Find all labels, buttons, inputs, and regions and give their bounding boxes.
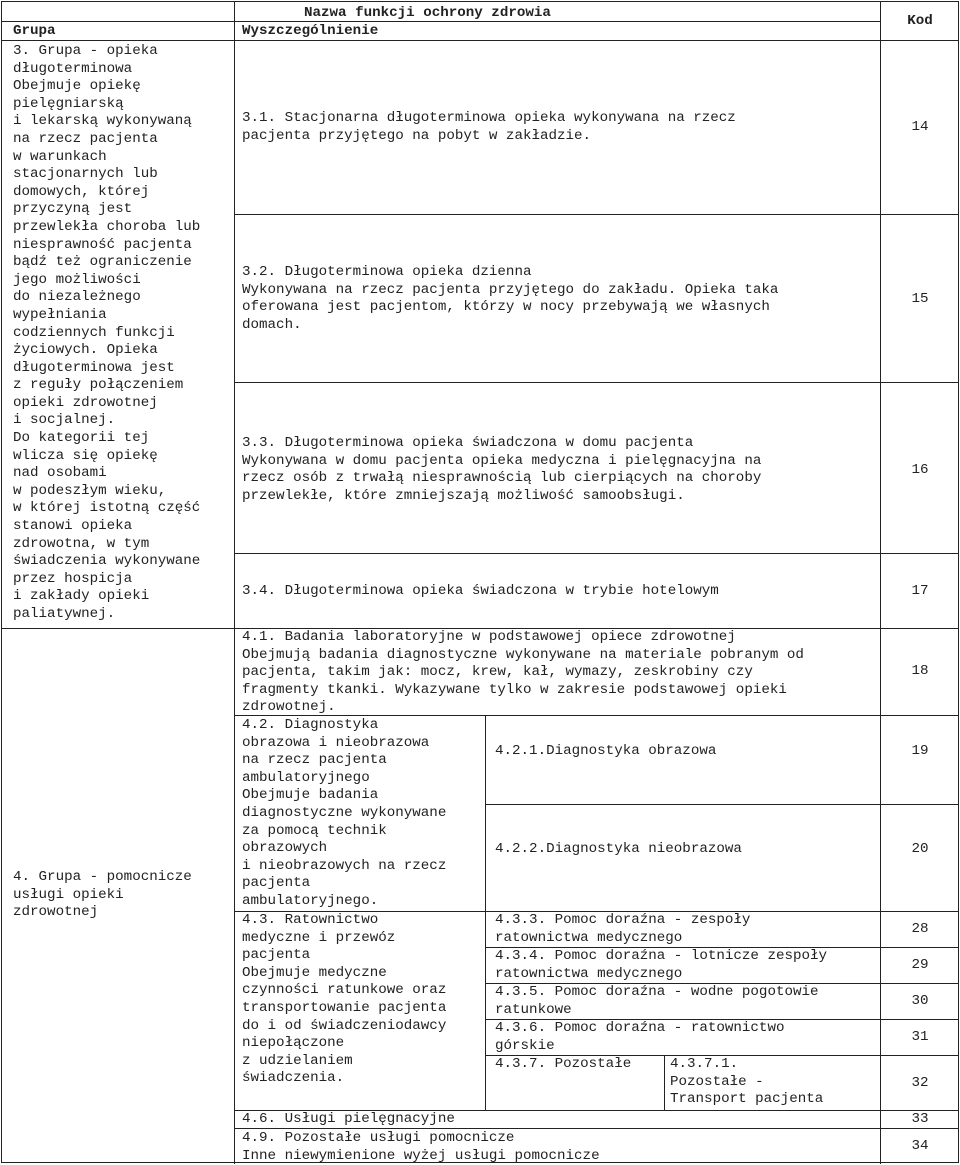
text-line: Wykonywana w domu pacjenta opieka medyczna i pielęgnacyjna na	[242, 452, 762, 469]
group3-line: przez hospicja	[13, 570, 133, 587]
column-divider	[664, 1055, 665, 1110]
row-3-1-text	[242, 110, 736, 145]
text-line: i nieobrazowych na rzecz	[242, 857, 447, 874]
text-line: 3.4. Długoterminowa opieka świadczona w trybie hotelowym	[242, 583, 719, 599]
text-line: oferowana jest pacjentom, którzy w nocy przebywają we własnych	[242, 299, 770, 316]
group3-line: w warunkach	[13, 148, 107, 165]
text-line: przewlekłe, które zmniejszają możliwość samoobsługi.	[242, 487, 685, 504]
text-line: czynności ratunkowe oraz	[242, 982, 447, 999]
text-line: 4.3.6. Pomoc doraźna - ratownictwo	[495, 1020, 785, 1036]
text-line: świadczenia.	[242, 1070, 345, 1087]
text-line: pacjenta przyjętego na pobyt w zakładzie.	[242, 127, 592, 144]
group3-line: wypełniania	[13, 306, 107, 323]
text-line: obrazowych	[242, 840, 328, 857]
row-4-6-text: 4.6. Usługi pielęgnacyjne	[242, 1111, 455, 1127]
header-group: Grupa	[13, 23, 56, 39]
text-line: 4.2. Diagnostyka	[242, 717, 379, 733]
text-line: Obejmuje medyczne	[242, 964, 387, 981]
header-bottom-line	[2, 40, 959, 41]
row-4-3-3-code: 28	[911, 921, 929, 937]
row-4-3-3-text	[495, 912, 750, 947]
row-3-4-text	[242, 583, 719, 601]
row-4-1-text	[242, 629, 804, 717]
row-3-2-code: 15	[911, 291, 929, 307]
text-line: 4.3.4. Pomoc doraźna - lotnicze zespoły	[495, 948, 828, 964]
group3-line: życiowych. Opieka	[13, 342, 158, 359]
group4-line: zdrowotnej	[13, 904, 99, 921]
text-line: 4.3. Ratownictwo	[242, 912, 379, 928]
group3-line: do niezależnego	[13, 289, 141, 306]
row-3-3-text	[242, 435, 761, 505]
group3-line: długoterminowa jest	[13, 359, 175, 376]
row-4-2-1-text: 4.2.1.Diagnostyka obrazowa	[495, 743, 717, 759]
group3-line: stacjonarnych lub	[13, 166, 158, 183]
text-line: zdrowotnej.	[242, 699, 336, 716]
group3-line: bądź też ograniczenie	[13, 254, 192, 271]
text-line: rzecz osób z trwałą niesprawnością lub cierpiących na choroby	[242, 470, 762, 487]
row-divider	[234, 382, 959, 383]
text-line: 4.9. Pozostałe usługi pomocnicze	[242, 1130, 515, 1146]
group3-line: paliatywnej.	[13, 606, 116, 622]
row-divider	[485, 804, 959, 805]
text-line: górskie	[495, 1037, 555, 1054]
header-code: Kod	[907, 13, 933, 29]
header-detail: Wyszczególnienie	[242, 23, 379, 39]
text-line: Transport pacjenta	[670, 1091, 824, 1108]
group3-line: 3. Grupa - opieka	[13, 43, 158, 59]
group3-line: zdrowotna, w tym	[13, 535, 150, 552]
row-4-1-code: 18	[911, 663, 929, 679]
row-divider	[234, 553, 959, 554]
row-4-3-5-code: 30	[911, 993, 929, 1009]
group3-line: i lekarską wykonywaną	[13, 113, 192, 130]
text-line: za pomocą technik	[242, 822, 387, 839]
row-divider	[234, 214, 959, 215]
column-divider	[234, 2, 235, 1164]
text-line: Wykonywana na rzecz pacjenta przyjętego do zakładu. Opieka taka	[242, 281, 779, 298]
group3-line: w której istotną część	[13, 500, 201, 517]
text-line: pacjenta, takim jak: mocz, krew, kał, wymazy, zeskrobiny czy	[242, 664, 753, 681]
group3-line: w podeszłym wieku,	[13, 482, 167, 499]
row-3-1-code: 14	[911, 119, 929, 135]
column-divider	[485, 715, 486, 1110]
text-line: medyczne i przewóz	[242, 929, 396, 946]
text-line: 3.1. Stacjonarna długoterminowa opieka wykonywana na rzecz	[242, 110, 736, 126]
row-4-9-code: 34	[911, 1138, 929, 1154]
row-4-3-7-1-text	[670, 1056, 823, 1109]
text-line: diagnostyczne wykonywane	[242, 804, 447, 821]
row-3-3-code: 16	[911, 462, 929, 478]
group3-line: przyczyną jest	[13, 201, 133, 218]
row-4-3-5-text	[495, 984, 819, 1019]
text-line: fragmenty tkanki. Wykazywane tylko w zakresie podstawowej opieki	[242, 681, 787, 698]
row-4-2-1-code: 19	[911, 743, 929, 759]
group3-line: przewlekła choroba lub	[13, 218, 201, 235]
text-line: pacjenta	[242, 875, 311, 892]
text-line: Pozostałe -	[670, 1073, 764, 1090]
text-line: 3.3. Długoterminowa opieka świadczona w domu pacjenta	[242, 435, 694, 451]
text-line: obrazowa i nieobrazowa	[242, 734, 430, 751]
group4-description	[13, 869, 192, 922]
group3-line: wlicza się opiekę	[13, 447, 158, 464]
group3-line: opieki zdrowotnej	[13, 394, 158, 411]
row-4-2-2-code: 20	[911, 841, 929, 857]
health-function-table	[1, 1, 959, 1163]
group3-line: stanowi opieka	[13, 518, 133, 535]
group3-line: domowych, której	[13, 183, 150, 200]
row-4-2-2-text: 4.2.2.Diagnostyka nieobrazowa	[495, 841, 742, 857]
group3-line: pielęgniarską	[13, 95, 124, 112]
group3-line: jego możliwości	[13, 271, 141, 288]
text-line: do i od świadczeniodawcy	[242, 1017, 447, 1034]
row-4-3-text	[242, 912, 446, 1088]
group3-line: na rzecz pacjenta	[13, 130, 158, 147]
header-function-name: Nazwa funkcji ochrony zdrowia	[304, 5, 551, 21]
group3-description	[13, 43, 200, 624]
text-line: Obejmuje badania	[242, 787, 379, 804]
group3-line: codziennych funkcji	[13, 324, 175, 341]
row-4-3-7-text: 4.3.7. Pozostałe	[495, 1056, 632, 1072]
group3-line: niesprawność pacjenta	[13, 236, 192, 253]
group3-line: z reguły połączeniem	[13, 377, 184, 394]
text-line: 4.3.7.1.	[670, 1056, 739, 1072]
text-line: pacjenta	[242, 947, 311, 964]
text-line: 3.2. Długoterminowa opieka dzienna	[242, 264, 532, 280]
row-4-6-code: 33	[911, 1111, 929, 1127]
text-line: domach.	[242, 316, 302, 333]
text-line: 4.1. Badania laboratoryjne w podstawowej opiece zdrowotnej	[242, 629, 736, 645]
row-4-3-7-code: 32	[911, 1075, 929, 1091]
group4-line: usługi opieki	[13, 886, 124, 903]
group3-line: Obejmuje opiekę	[13, 78, 141, 95]
group3-line: świadczenia wykonywane	[13, 553, 201, 570]
text-line: transportowanie pacjenta	[242, 999, 447, 1016]
text-line: ratunkowe	[495, 1001, 572, 1018]
group3-line: nad osobami	[13, 465, 107, 482]
row-4-3-4-text	[495, 948, 827, 983]
text-line: ambulatoryjnego.	[242, 892, 379, 909]
text-line: Inne niewymienione wyżej usługi pomocnicze	[242, 1147, 600, 1164]
row-3-2-text	[242, 264, 778, 334]
group4-line: 4. Grupa - pomocnicze	[13, 869, 192, 885]
row-4-3-4-code: 29	[911, 957, 929, 973]
row-4-9-text	[242, 1130, 600, 1165]
text-line: ratownictwa medycznego	[495, 965, 683, 982]
group3-line: Do kategorii tej	[13, 430, 150, 447]
row-4-3-6-text	[495, 1020, 784, 1055]
row-3-4-code: 17	[911, 583, 929, 599]
group3-line: i socjalnej.	[13, 412, 116, 429]
text-line: 4.3.3. Pomoc doraźna - zespoły	[495, 912, 751, 928]
text-line: z udzielaniem	[242, 1052, 353, 1069]
text-line: ratownictwa medycznego	[495, 929, 683, 946]
row-4-2-text	[242, 717, 446, 911]
text-line: na rzecz pacjenta	[242, 752, 387, 769]
text-line: niepołączone	[242, 1035, 345, 1052]
row-4-3-6-code: 31	[911, 1029, 929, 1045]
text-line: Obejmują badania diagnostyczne wykonywane na materiale pobranym od	[242, 646, 804, 663]
text-line: ambulatoryjnego	[242, 769, 370, 786]
group3-line: i zakłady opieki	[13, 588, 150, 605]
text-line: 4.3.5. Pomoc doraźna - wodne pogotowie	[495, 984, 819, 1000]
group3-line: długoterminowa	[13, 60, 133, 77]
